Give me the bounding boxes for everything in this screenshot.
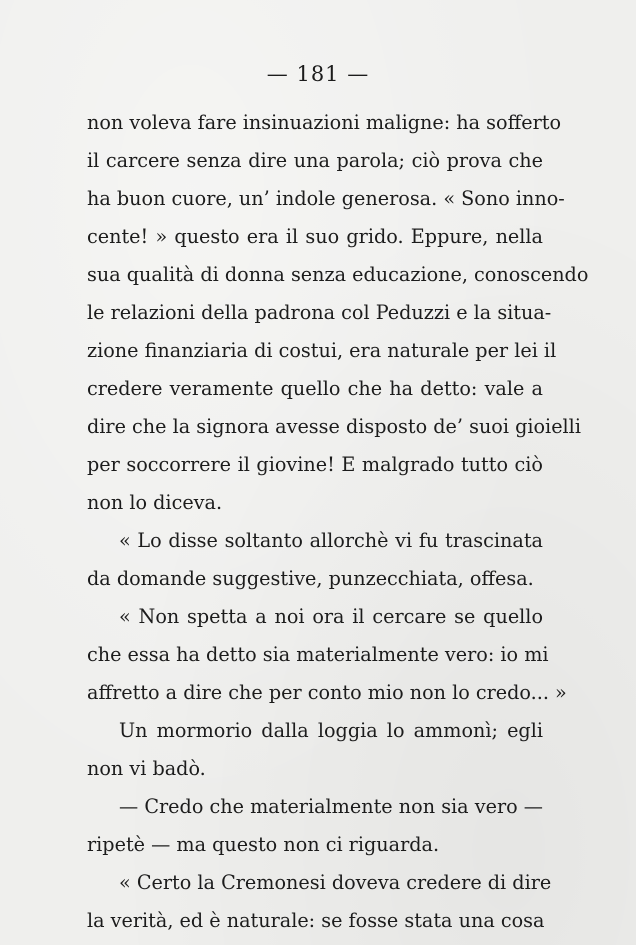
text-line: da domande suggestive, punzecchiata, offesa. [87,567,534,590]
text-line: non lo diceva. [87,491,223,514]
text-line: ha buon cuore, un’ indole generosa. « Sono inno- [87,187,565,210]
text-line: ripetè — ma questo non ci riguarda. [87,833,440,856]
text-line: credere veramente quello che ha detto: vale a [87,377,543,400]
text-line: non voleva fare insinuazioni maligne: ha sofferto [87,111,562,134]
text-line: la verità, ed è naturale: se fosse stata una cosa [87,909,545,932]
text-line: non vi badò. [87,757,206,780]
text-line: che essa ha detto sia materialmente vero: io mi [87,643,549,666]
page-number: — 181 — [266,62,370,86]
text-line: Un mormorio dalla loggia lo ammonì; egli [119,719,543,742]
text-line: « Non spetta a noi ora il cercare se quello [119,605,543,628]
text-line: — Credo che materialmente non sia vero — [119,795,543,818]
text-line: dire che la signora avesse disposto de’ suoi gioielli [87,415,581,438]
text-line: « Lo disse soltanto allorchè vi fu trascinata [119,529,543,552]
text-line: affretto a dire che per conto mio non lo credo... » [87,681,567,704]
text-line: zione finanziaria di costui, era naturale per lei il [87,339,557,362]
body-text [87,104,589,940]
text-line: cente! » questo era il suo grido. Eppure, nella [87,225,543,248]
text-line: il carcere senza dire una parola; ciò prova che [87,149,543,172]
text-line: sua qualità di donna senza educazione, conoscendo [87,263,589,286]
text-line: « Certo la Cremonesi doveva credere di dire [119,871,552,894]
text-line: per soccorrere il giovine! E malgrado tutto ciò [87,453,543,476]
text-line: le relazioni della padrona col Peduzzi e la situa- [87,301,552,324]
